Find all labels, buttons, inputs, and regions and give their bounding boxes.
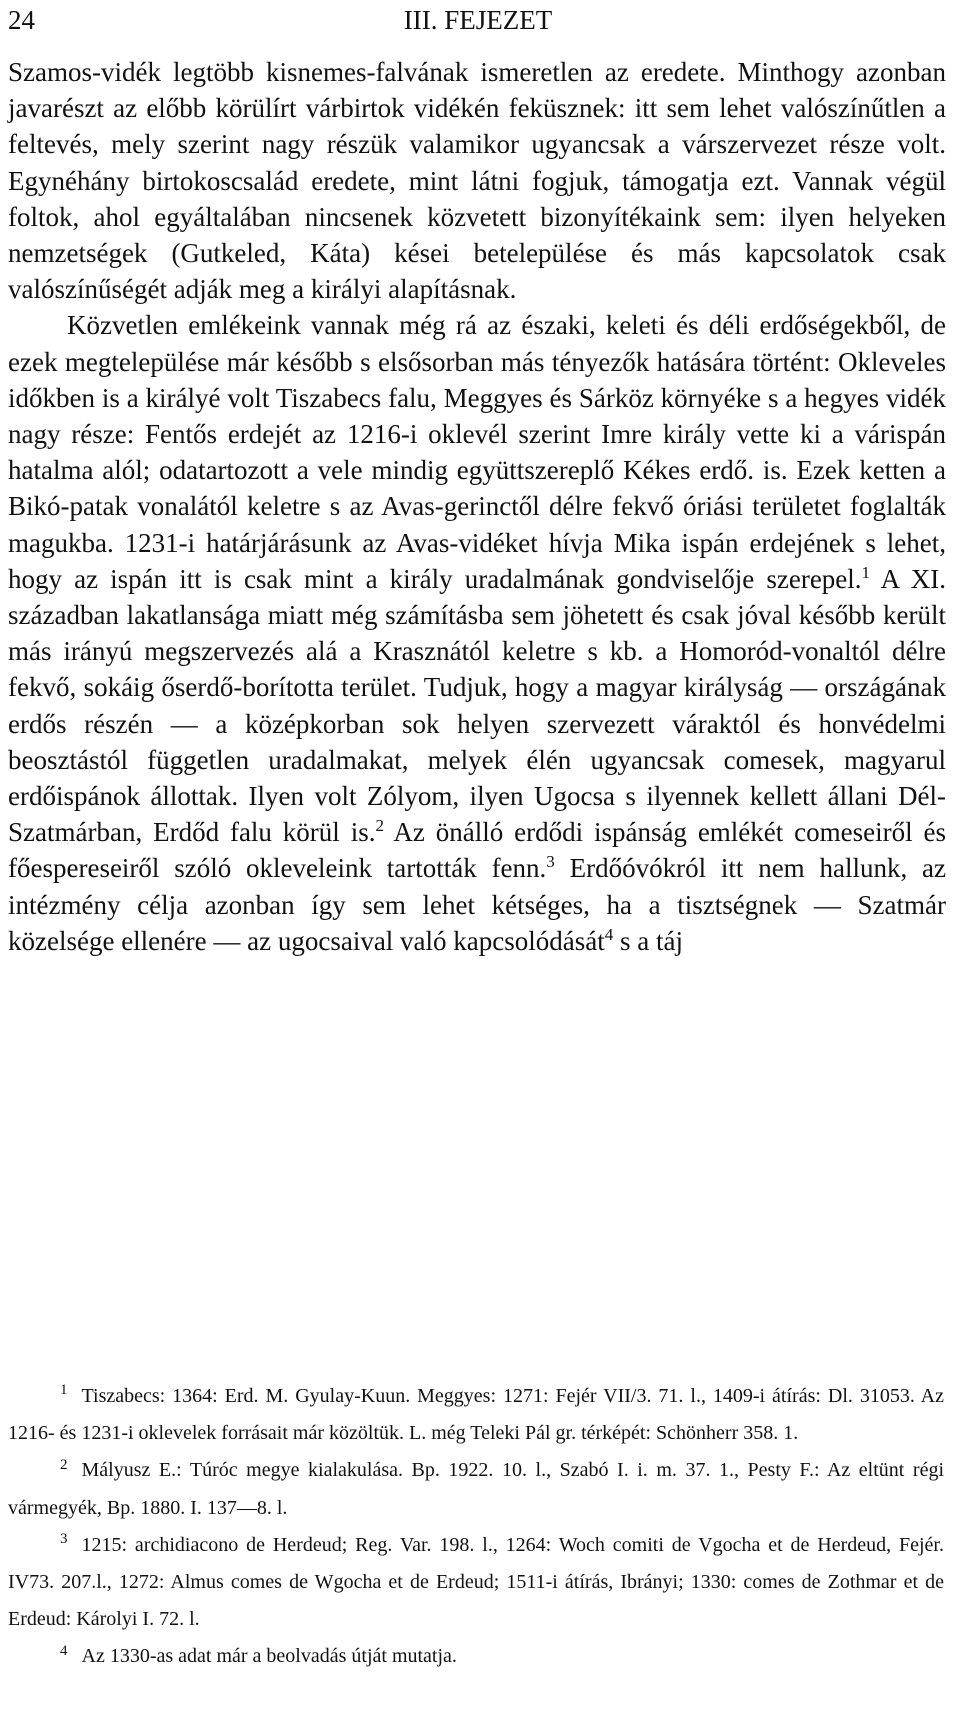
text-run: Erdőóvókról itt nem hallunk, az intézmény célja azonban így sem lehet kétséges, ha a tisztségnek — Szatmár közelsége ellenére — az ugocsaival való kapcsolódását <box>8 853 946 956</box>
footnote <box>8 1452 944 1526</box>
footnotes <box>8 1378 944 1676</box>
footnote-number: 2 <box>60 1456 68 1473</box>
body-text <box>8 54 946 959</box>
page-header <box>8 0 948 40</box>
page-number: 24 <box>8 5 35 35</box>
footnote-text: Mályusz E.: Túróc megye kialakulása. Bp. 1922. 10. l., Szabó I. i. m. 37. 1., Pesty F.: Az eltünt régi vármegyék, Bp. 1880. I. 137—8. l. <box>8 1459 944 1519</box>
footnote <box>8 1527 944 1639</box>
text-run: s a táj <box>613 925 683 956</box>
text-run: Közvetlen emlékeink vannak még rá az északi, keleti és déli erdőségekből, de ezek megtelepülése már később s elsősorban más tényezők hatására történt: Okleveles időkben is a királyé volt Tiszabecs falu, Meggyes és Sárköz környéke s a hegyes vidék nagy része: Fentős erdejét az 1216-i oklevél szerint Imre király vette ki a várispán hatalma alól; odatartozott a vele mindig együttszereplő Kékes erdő. is. Ezek ketten a Bikó-patak vonalától keletre s az Avas-gerinctől délre fekvő óriási területet foglalták magukba. 1231-i határjárásunk az Avas-vidéket hívja Mika ispán erdejének s lehet, hogy az ispán itt is csak mint a király uradalmának gondviselője szerepel. <box>8 310 946 594</box>
footnote-text: 1215: archidiacono de Herdeud; Reg. Var. 198. l., 1264: Woch comiti de Vgocha et de Herdeud, Fejér. IV73. 207.l., 1272: Almus comes de Wgocha et de Erdeud; 1511-i átírás, Ibrányi; 1330: comes de Zothmar et de Erdeud: Károlyi I. 72. l. <box>8 1533 944 1631</box>
footnote <box>8 1378 944 1452</box>
footnote-number: 4 <box>60 1642 68 1659</box>
paragraph <box>8 307 946 959</box>
footnote-reference: 1 <box>861 562 871 582</box>
text-run: Az önálló erdődi ispánság emlékét comeseiről és főespereseiről szóló okleveleink tartották fenn. <box>8 817 946 884</box>
footnote-number: 1 <box>60 1382 68 1399</box>
footnote-reference: 3 <box>546 852 555 872</box>
footnote <box>8 1638 944 1675</box>
paragraph: Szamos-vidék legtöbb kisnemes-falvának ismeretlen az eredete. Minthogy azonban javarészt az előbb körülírt várbirtok vidékén feküsznek: itt sem lehet valószínűtlen a feltevés, mely szerint nagy részük valamikor ugyancsak a várszervezet része volt. Egynéhány birtokoscsalád eredete, mint látni fogjuk, támogatja ezt. Vannak végül foltok, ahol egyáltalában nincsenek közvetett bizonyítékaink sem: ilyen helyeken nemzetségek (Gutkeled, Káta) kései betelepülése és más kapcsolatok csak valószínűségét adják meg a királyi alapításnak. <box>8 57 946 305</box>
footnote-reference: 4 <box>604 924 614 944</box>
footnote-number: 3 <box>60 1531 68 1548</box>
footnote-text: Az 1330-as adat már a beolvadás útját mutatja. <box>81 1645 457 1668</box>
footnote-text: Tiszabecs: 1364: Erd. M. Gyulay-Kuun. Meggyes: 1271: Fejér VII/3. 71. l., 1409-i átírás: Dl. 31053. Az 1216- és 1231-i oklevelek forrásait már közöltük. L. még Teleki Pál gr. térképét: Schönherr 358. 1. <box>8 1385 944 1445</box>
footnote-reference: 2 <box>375 816 384 836</box>
chapter-title: III. FEJEZET <box>403 5 553 35</box>
text-run: A XI. században lakatlansága miatt még számításba sem jöhetett és csak jóval később került más irányú megszervezés alá a Krasznától keletre s kb. a Homoród-vonaltól délre fekvő, sokáig őserdő-borította terület. Tudjuk, hogy a magyar királyság — országának erdős részén — a középkorban sok helyen szervezett váraktól és honvédelmi beosztástól független uradalmakat, melyek élén ugyancsak comesek, magyarul erdőispánok állottak. Ilyen volt Zólyom, ilyen Ugocsa s ilyennek kellett állani Dél-Szatmárban, Erdőd falu körül is. <box>8 563 946 848</box>
